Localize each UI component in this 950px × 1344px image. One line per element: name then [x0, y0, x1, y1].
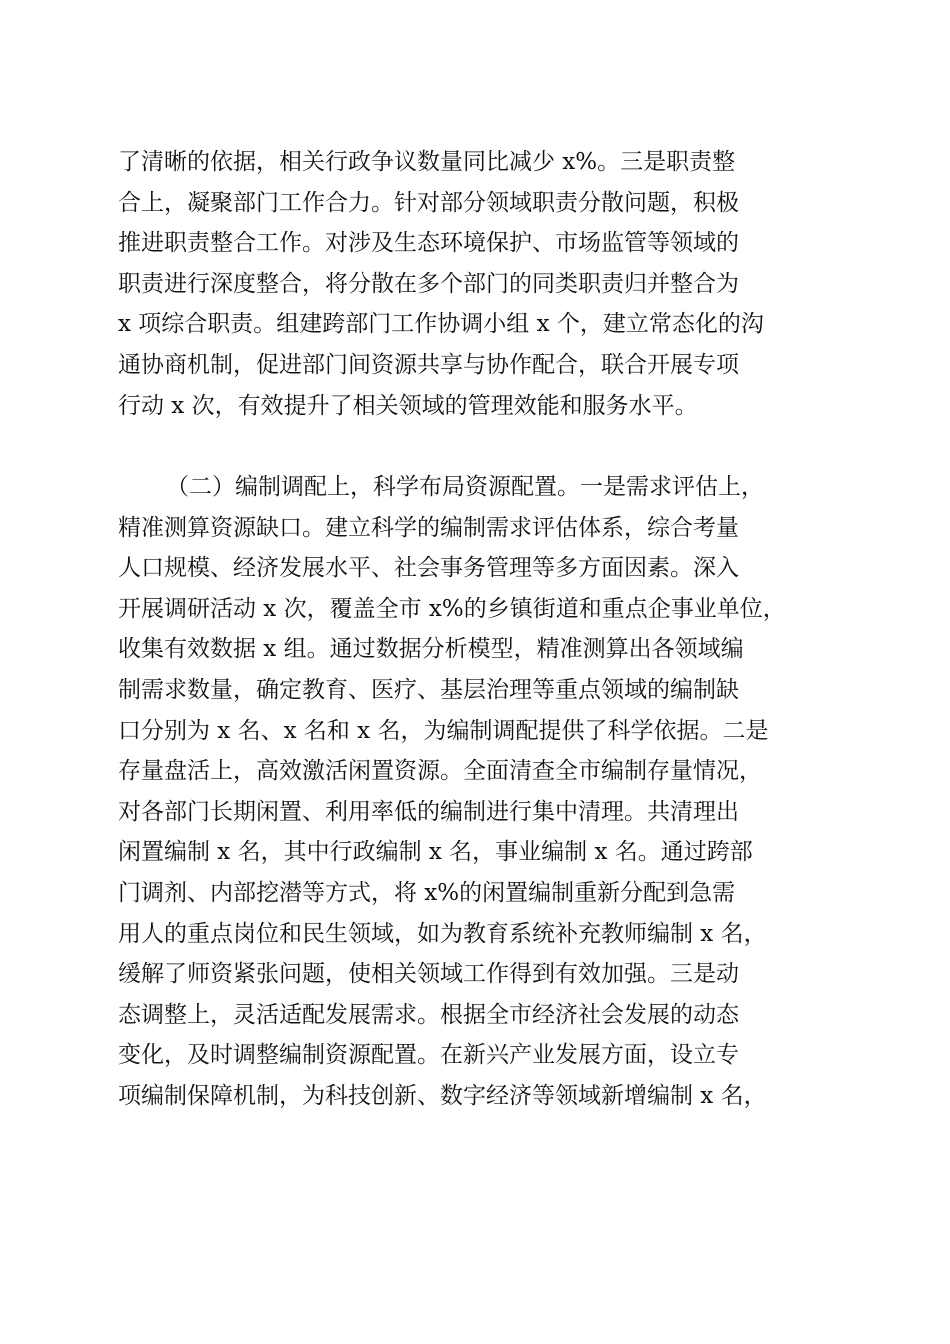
text-line: 了清晰的依据，相关行政争议数量同比减少 x%。三是职责整: [118, 149, 736, 175]
text-line: 职责进行深度整合，将分散在多个部门的同类职责归并整合为: [118, 270, 739, 297]
text-line: 合上，凝聚部门工作合力。针对部分领域职责分散问题，积极: [118, 189, 739, 216]
text-line: x 项综合职责。组建跨部门工作协调小组 x 个，建立常态化的沟: [118, 311, 764, 338]
text-line: 缓解了师资紧张问题，使相关领域工作得到有效加强。三是动: [118, 961, 739, 988]
text-line: 口分别为 x 名、x 名和 x 名，为编制调配提供了科学依据。二是: [118, 717, 769, 744]
text-line: 通协商机制，促进部门间资源共享与协作配合，联合开展专项: [118, 351, 739, 378]
text-line: 行动 x 次，有效提升了相关领域的管理效能和服务水平。: [118, 392, 698, 419]
text-line: 存量盘活上，高效激活闲置资源。全面清查全市编制存量情况，: [118, 758, 762, 785]
text-line: 对各部门长期闲置、利用率低的编制进行集中清理。共清理出: [118, 798, 739, 825]
section-heading-line: （二）编制调配上，科学布局资源配置。一是需求评估上，: [166, 474, 764, 500]
text-line: 用人的重点岗位和民生领域，如为教育系统补充教师编制 x 名，: [118, 920, 767, 947]
text-line: 精准测算资源缺口。建立科学的编制需求评估体系，综合考量: [118, 514, 739, 541]
text-line: 项编制保障机制，为科技创新、数字经济等领域新增编制 x 名，: [118, 1082, 767, 1109]
text-line: 变化，及时调整编制资源配置。在新兴产业发展方面，设立专: [118, 1042, 739, 1069]
text-line: 开展调研活动 x 次，覆盖全市 x%的乡镇街道和重点企事业单位，: [118, 595, 786, 622]
section-two-paragraph: [118, 467, 838, 1117]
text-line: 人口规模、经济发展水平、社会事务管理等多方面因素。深入: [118, 555, 739, 582]
text-line: 态调整上，灵活适配发展需求。根据全市经济社会发展的动态: [118, 1001, 739, 1028]
text-line: 收集有效数据 x 组。通过数据分析模型，精准测算出各领域编: [118, 636, 744, 663]
text-line: 推进职责整合工作。对涉及生态环境保护、市场监管等领域的: [118, 230, 739, 257]
paragraph-continuation: [118, 142, 838, 426]
text-line: 闲置编制 x 名，其中行政编制 x 名，事业编制 x 名。通过跨部: [118, 839, 753, 866]
text-line: 制需求数量，确定教育、医疗、基层治理等重点领域的编制缺: [118, 676, 739, 703]
text-line: 门调剂、内部挖潜等方式，将 x%的闲置编制重新分配到急需: [118, 879, 736, 906]
